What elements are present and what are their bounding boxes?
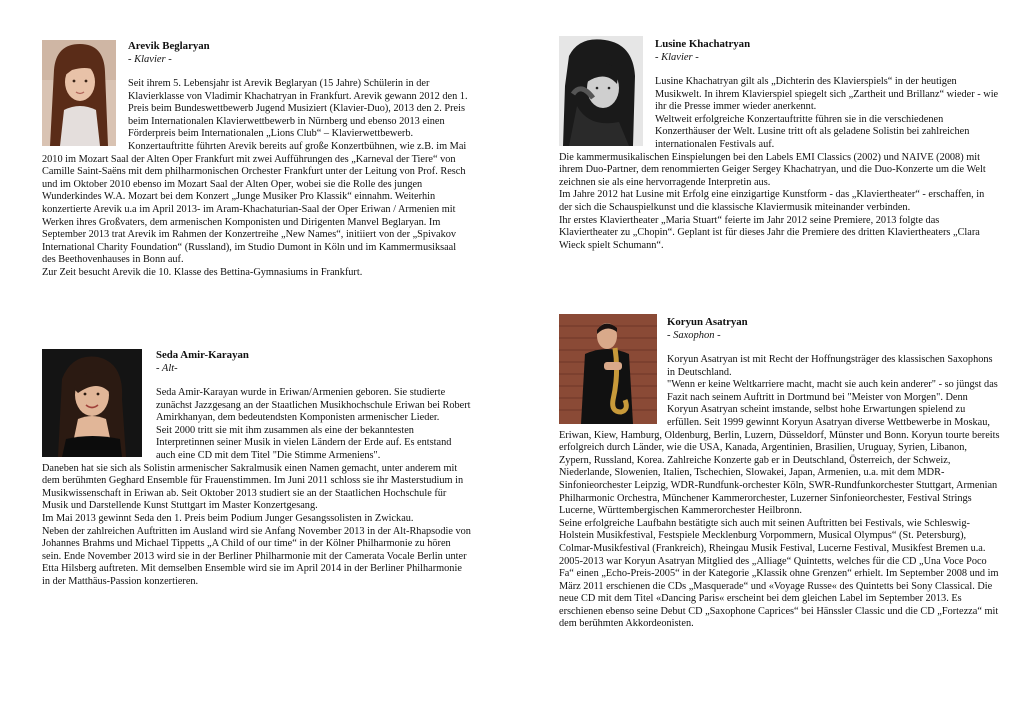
- bio-paragraph: Seit 2000 tritt sie mit ihm zusammen als eine der bekanntesten Interpretinnen seiner Musik in vielen Ländern der Erde auf. Es entstand auch eine CD mit dem Titel "Die Stimme Armeniens".: [156, 424, 452, 461]
- bio-paragraph: Neben der zahlreichen Auftritten im Ausland wird sie Anfang November 2013 in der Alt-Rhapsodie von Johannes Brahms und Michael Tippetts „A Child of our time“ in der Kölner Philharmonie zu hören sein. Ende November 2013 wird sie in der Berliner Philharmonie mit der Camerata Vocale Berlin unter Etta Hilsberg auftreten. Mit demselben Ensemble wird sie im April 2014 in der Berliner Philharmonie in der Matthäus-Passion konzertieren.: [42, 525, 471, 587]
- bio-paragraph: Ihr erstes Klaviertheater „Maria Stuart“ feierte im Jahr 2012 seine Premiere, 2013 folgte das Klaviertheater zu „Chopin“. Geplant ist für dieses Jahr die Premiere des dritten Klaviertheaters „Clara Wieck spielt Schumann“.: [559, 214, 980, 251]
- bio-paragraph: 2005-2013 war Koryun Asatryan Mitglied des „Alliage“ Quintetts, welches für die CD „Una Voce Poco Fa“ einen „Echo-Preis-2005“ in der Kategorie „Klassik ohne Grenzen“ erhielt. Im September 2008 und im März 2011 erschienen die CDs „Masquerade“ und «Voyage Russe« des Quintetts bei Sony Classical. Die neue CD mit dem Titel «Dancing Paris« erscheint bei dem gleichen Label im September 2013. Es erschienen ebenso seine Debut CD „Saxophone Caprices“ bei Hänssler Classic und die CD „Fortezza“ mit dem berühmten Akkordeonisten.: [559, 555, 999, 630]
- bio-paragraph: Koryun Asatryan ist mit Recht der Hoffnungsträger des klassischen Saxophons in Deutschland.: [667, 354, 993, 378]
- artist-role: - Alt-: [156, 363, 178, 374]
- artist-role: - Saxophon -: [667, 330, 721, 341]
- bio-paragraph: Seit ihrem 5. Lebensjahr ist Arevik Beglaryan (15 Jahre) Schülerin in der Klavierklasse von Vladimir Khachatryan in Frankfurt. Arevik gewann 2012 den 1. Preis beim Bundeswettbewerb Jugend Musiziert (Klavier-Duo), 2013 den 2. Preis beim Internationalen Klavierwettbewerb in Nürnberg und ebenso 2013 einen Förderpreis beim Internationalen „Lions Club“ – Klavierwettbewerb. Konzertauftritte führten Arevik bereits auf große Konzertbühnen, wie z.B. im Mai 2010 im Mozart Saal der Alten Oper Frankfurt mit zwei Aufführungen des „Karneval der Tiere“ von Camille Saint-Saëns mit dem philharmonischen Orchester Frankfurt unter der Leitung von Prof. Resch und im Oktober 2010 ebenso im Mozart Saal der Alten Oper, wobei sie die Rolle des jungen Wunderkindes W.A. Mozart bei dem Konzert „Junge Musiker Pro Klassik“ einnahm. Weiterhin konzertierte Arevik u.a im April 2013- im Aram-Khachaturian-Saal der Oper Eriwan / Armenien mit Werken ihres Großvaters, dem armenischen Komponisten und Dirigenten Manvel Beglaryan. Im September 2013 trat Arevik im Rahmen der Konzertreihe „New Names“, initiiert von der „Spivakov International Charity Foundation“ (Russland), im Studio Dumont in Köln und im Kammermusiksaal des Beethovenhauses in Bonn auf.: [42, 78, 468, 266]
- bio-paragraph: Weltweit erfolgreiche Konzertauftritte führen sie in die verschiedenen Konzerthäuser der Welt. Lusine tritt oft als geladene Solistin bei zahlreichen internationalen Festivals auf.: [655, 113, 970, 150]
- artist-role: - Klavier -: [128, 54, 172, 65]
- artist-name: Arevik Beglaryan: [128, 40, 210, 52]
- bio-seda-amir-karayan: [42, 349, 472, 589]
- artist-name: Lusine Khachatryan: [655, 38, 751, 50]
- bio-paragraph: Lusine Khachatryan gilt als „Dichterin des Klavierspiels“ in der heutigen Musikwelt. In ihrem Klavierspiel spiegelt sich „Zartheit und Brillanz“ wieder - wie ihr die Presse immer wieder anerkennt.: [655, 76, 999, 113]
- artist-name: Koryun Asatryan: [667, 316, 748, 328]
- artist-name: Seda Amir-Karayan: [156, 349, 249, 361]
- bio-arevik-beglaryan: [42, 40, 472, 280]
- bio-paragraph: Daneben hat sie sich als Solistin armenischer Sakralmusik einen Namen gemacht, unter anderem mit dem berühmten Geghard Ensemble für Frauenstimmen. Im Juni 2011 schloss sie ihr Masterstudium in Musikwissenschaft in Eriwan ab. Seit Oktober 2013 studiert sie an der Staatlichen Hochschule für Musik und Darstellende Kunst Stuttgart im Master Konzertgesang.: [42, 462, 464, 512]
- bio-paragraph: "Wenn er keine Weltkarriere macht, macht sie auch kein anderer" - so jüngst das Fazit nach seinem Auftritt in Dortmund bei "Meister von Morgen". Denn Koryun Asatryan scheint imstande, selbst hohe Erwartungen spielend zu erfüllen. Seit 1999 gewinnt Koryun Asatryan diverse Wettbewerbe in Moskau, Eriwan, Kiew, Hamburg, Oldenburg, Berlin, Luzern, Düsseldorf, Münster und Bonn. Koryun tourte bereits erfolgreich durch Länder, wie die USA, Kanada, Argentinien, Brasilien, Uruguay, Syrien, Libanon, Zypern, Russland, Korea. Zahlreiche Konzerte gab er in Deutschland, Österreich, der Schweiz, Niederlande, Slowenien, Italien, Tschechien, Slowakei, Japan, Armenien, u.a. mit dem MDR-Sinfonieorchester Leipzig, WDR-Rundfunk-orchester Köln, SWR-Rundfunkorchester Stuttgart, Armenian Philharmonic Orchestra, Münchener Kammerorchester, Luzerner Sinfonieorchester, Festival Strings Lucerne, Württembergischen Kammerorchester Heilbronn.: [559, 379, 1000, 517]
- bio-paragraph: Im Jahre 2012 hat Lusine mit Erfolg eine einzigartige Kunstform - das „Klaviertheater“ - erschaffen, in der sich die Schauspielkunst und die klassische Klaviermusik miteinander verbinden.: [559, 189, 985, 213]
- bio-paragraph: Seine erfolgreiche Laufbahn bestätigte sich auch mit seinen Auftritten bei Festivals, wie Schleswig-Holstein Musikfestival, Festspiele Mecklenburg Vorpommern, Musical Olympus“ (St. Petersburg), Colmar-Musikfestival (Frankreich), Rheingau Musik Festival, Lucerne Festival, Musikfest Bremen u.a.: [559, 517, 986, 554]
- bio-paragraph: Die kammermusikalischen Einspielungen bei den Labels EMI Classics (2002) und NAIVE (2008) mit ihrem Duo-Partner, dem renommierten Geiger Sergey Khachatryan, und die Duo-Konzerte um die Welt zeichnen sie als eine hervorragende Interpretin aus.: [559, 151, 986, 188]
- bio-lusine-khachatryan: [559, 38, 999, 252]
- bio-paragraph: Zur Zeit besucht Arevik die 10. Klasse des Bettina-Gymnasiums in Frankfurt.: [42, 266, 363, 278]
- artist-role: - Klavier -: [655, 52, 699, 63]
- bio-paragraph: Im Mai 2013 gewinnt Seda den 1. Preis beim Podium Junger Gesangssolisten in Zwickau.: [42, 512, 414, 524]
- bio-paragraph: Seda Amir-Karayan wurde in Eriwan/Armenien geboren. Sie studierte zunächst Jazzgesang an der Staatlichen Musikhochschule Eriwan bei Robert Amirkhanyan, dem bedeutendsten Komponisten armenischer Lieder.: [156, 387, 471, 424]
- bio-koryun-asatryan: [559, 316, 1001, 631]
